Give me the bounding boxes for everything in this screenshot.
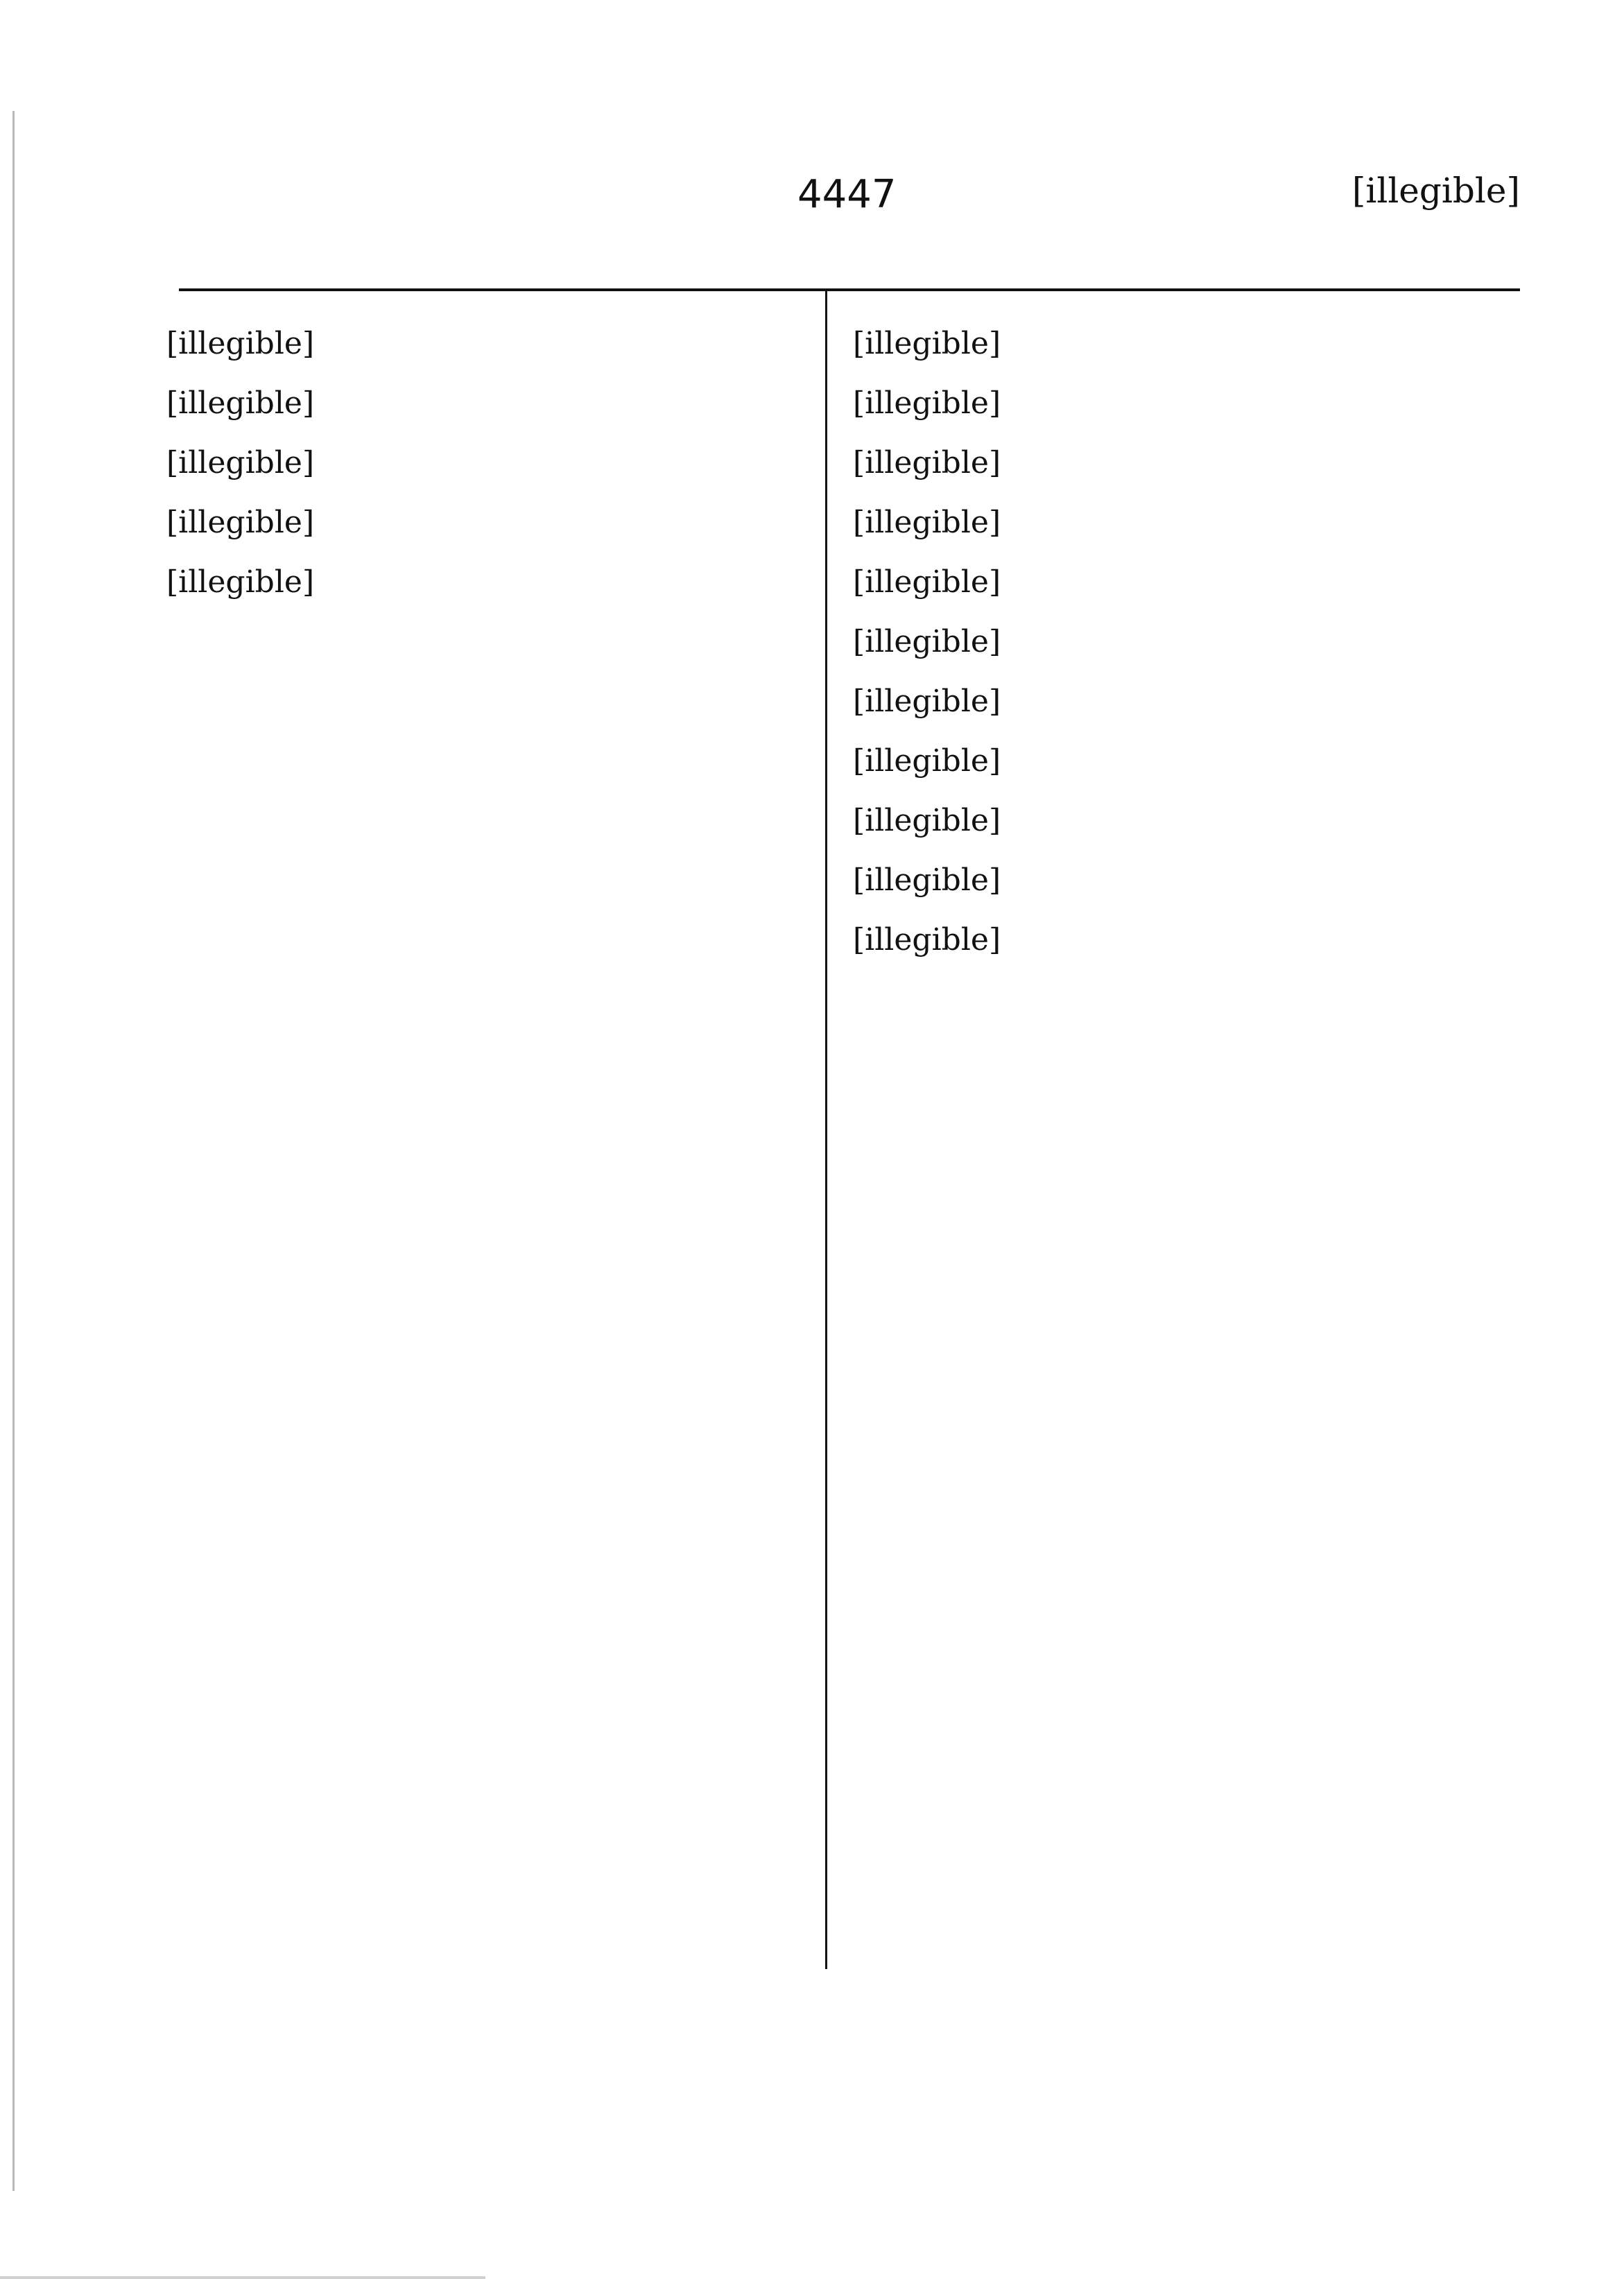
entry: [illegible] <box>166 505 315 540</box>
entry: [illegible] <box>166 445 315 480</box>
right-column <box>853 319 1505 975</box>
entry: [illegible] <box>166 385 315 421</box>
entry: [illegible] <box>853 803 1001 838</box>
entry: [illegible] <box>853 743 1001 779</box>
entry: [illegible] <box>853 564 1001 600</box>
entry: [illegible] <box>853 445 1001 480</box>
scan-edge-left <box>12 111 15 2191</box>
entry: [illegible] <box>853 684 1001 719</box>
left-column <box>166 319 797 617</box>
scan-edge-bottom <box>0 2276 485 2279</box>
header-rule <box>179 288 1520 291</box>
page-number: 4447 <box>797 172 897 217</box>
entry: [illegible] <box>166 326 315 361</box>
entry: [illegible] <box>853 624 1001 659</box>
entry: [illegible] <box>853 922 1001 957</box>
entry: [illegible] <box>853 863 1001 898</box>
entry: [illegible] <box>853 505 1001 540</box>
entry: [illegible] <box>853 385 1001 421</box>
entry: [illegible] <box>853 326 1001 361</box>
entry: [illegible] <box>166 564 315 600</box>
column-divider <box>825 291 827 1969</box>
running-head: [illegible] <box>1351 171 1520 211</box>
